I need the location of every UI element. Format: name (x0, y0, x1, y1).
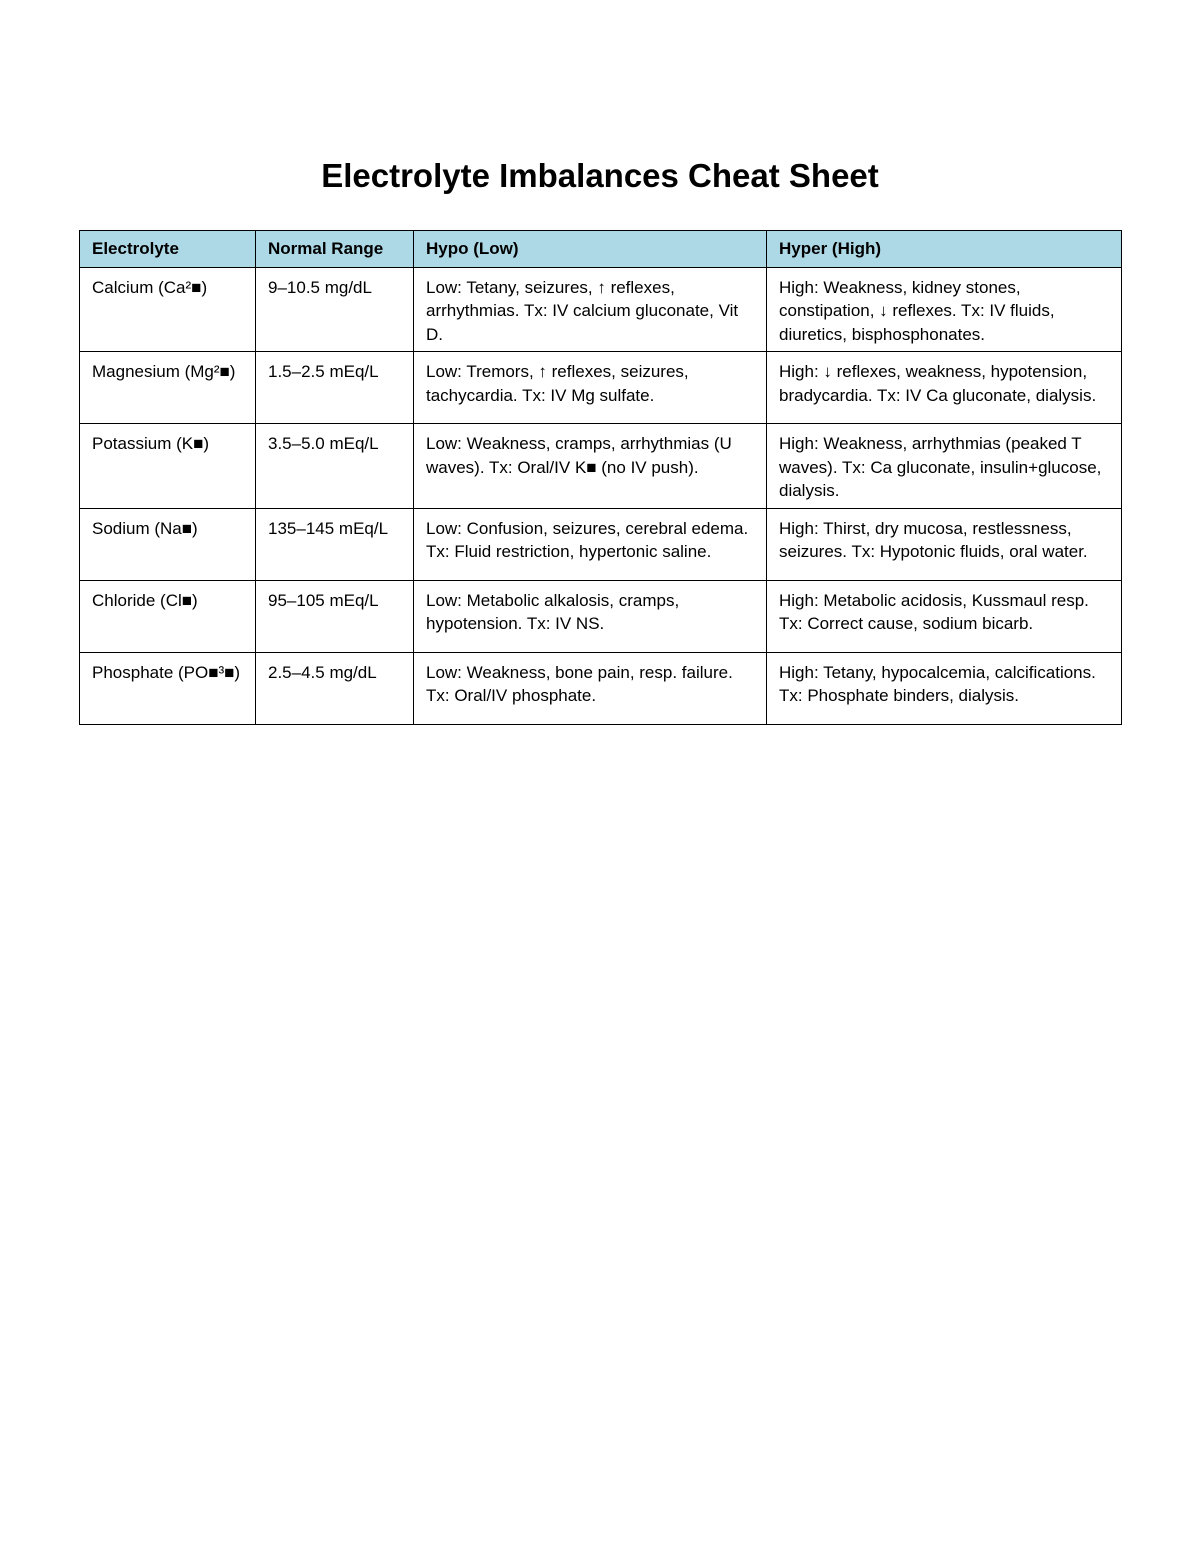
cell-electrolyte: Calcium (Ca²■) (80, 267, 256, 352)
cell-hyper: High: Weakness, kidney stones, constipation, ↓ reflexes. Tx: IV fluids, diuretics, bisphosphonates. (767, 267, 1122, 352)
cell-normal-range: 9–10.5 mg/dL (256, 267, 414, 352)
cell-normal-range: 135–145 mEq/L (256, 508, 414, 580)
cell-hyper: High: Thirst, dry mucosa, restlessness, seizures. Tx: Hypotonic fluids, oral water. (767, 508, 1122, 580)
cell-normal-range: 95–105 mEq/L (256, 580, 414, 652)
cell-normal-range: 2.5–4.5 mg/dL (256, 652, 414, 724)
table-row (80, 652, 1122, 724)
cell-hypo: Low: Weakness, bone pain, resp. failure. Tx: Oral/IV phosphate. (414, 652, 767, 724)
cell-hyper: High: Metabolic acidosis, Kussmaul resp. Tx: Correct cause, sodium bicarb. (767, 580, 1122, 652)
cell-hypo: Low: Tremors, ↑ reflexes, seizures, tachycardia. Tx: IV Mg sulfate. (414, 352, 767, 424)
cell-electrolyte: Sodium (Na■) (80, 508, 256, 580)
table-row (80, 267, 1122, 352)
table-row (80, 508, 1122, 580)
table-row (80, 424, 1122, 509)
cell-normal-range: 3.5–5.0 mEq/L (256, 424, 414, 509)
cell-hyper: High: ↓ reflexes, weakness, hypotension, bradycardia. Tx: IV Ca gluconate, dialysis. (767, 352, 1122, 424)
cell-hypo: Low: Weakness, cramps, arrhythmias (U waves). Tx: Oral/IV K■ (no IV push). (414, 424, 767, 509)
column-header-hyper: Hyper (High) (767, 231, 1122, 268)
column-header-normal-range: Normal Range (256, 231, 414, 268)
cell-hypo: Low: Confusion, seizures, cerebral edema. Tx: Fluid restriction, hypertonic saline. (414, 508, 767, 580)
cell-electrolyte: Chloride (Cl■) (80, 580, 256, 652)
cell-electrolyte: Phosphate (PO■³■) (80, 652, 256, 724)
table-row (80, 580, 1122, 652)
column-header-hypo: Hypo (Low) (414, 231, 767, 268)
electrolyte-table (79, 230, 1122, 725)
cell-hypo: Low: Metabolic alkalosis, cramps, hypotension. Tx: IV NS. (414, 580, 767, 652)
cell-normal-range: 1.5–2.5 mEq/L (256, 352, 414, 424)
column-header-electrolyte: Electrolyte (80, 231, 256, 268)
cell-electrolyte: Magnesium (Mg²■) (80, 352, 256, 424)
page-title: Electrolyte Imbalances Cheat Sheet (321, 157, 879, 194)
table-header-row (80, 231, 1122, 268)
cell-hyper: High: Tetany, hypocalcemia, calcifications. Tx: Phosphate binders, dialysis. (767, 652, 1122, 724)
cell-hypo: Low: Tetany, seizures, ↑ reflexes, arrhythmias. Tx: IV calcium gluconate, Vit D. (414, 267, 767, 352)
cell-hyper: High: Weakness, arrhythmias (peaked T waves). Tx: Ca gluconate, insulin+glucose, dialysis. (767, 424, 1122, 509)
cell-electrolyte: Potassium (K■) (80, 424, 256, 509)
table-row (80, 352, 1122, 424)
